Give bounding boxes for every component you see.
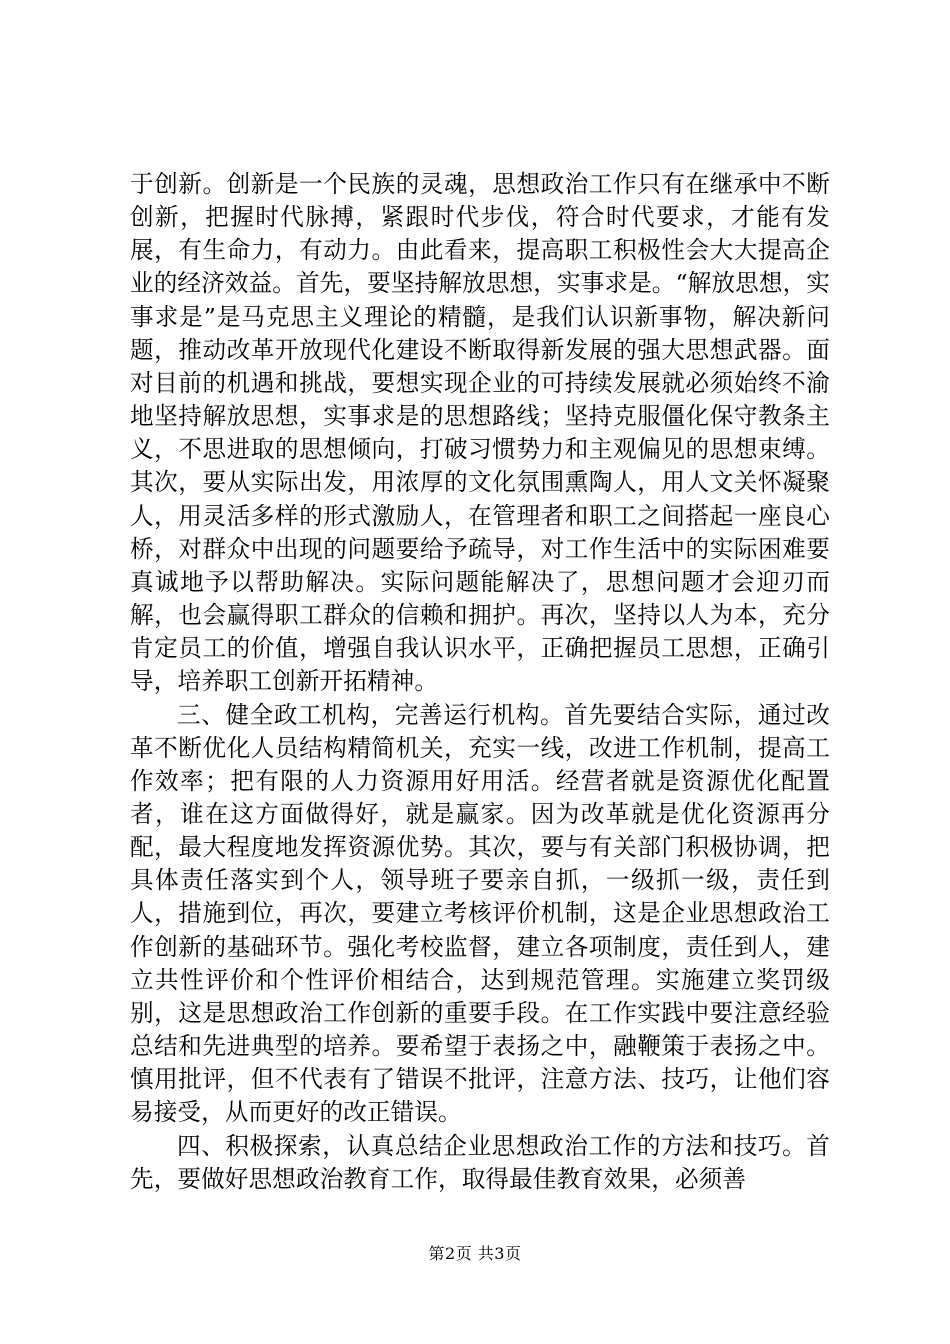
paragraph-section-three: 三、健全政工机构，完善运行机构。首先要结合实际，通过改革不断优化人员结构精简机关，充实一线，改进工作机制，提高工作效率；把有限的人力资源用好用活。经营者就是资源优化配置者，谁在这方面做得好，就是赢家。因为改革就是优化资源再分配，最大程度地发挥资源优势。其次，要与有关部门积极协调，把具体责任落实到个人，领导班子要亲自抓，一级抓一级，责任到人，措施到位，再次，要建立考核评价机制，这是企业思想政治工作创新的基础环节。强化考校监督，建立各项制度，责任到人，建立共性评价和个性评价相结合，达到规范管理。实施建立奖罚级别，这是思想政治工作创新的重要手段。在工作实践中要注意经验总结和先进典型的培养。要希望于表扬之中，融鞭策于表扬之中。慎用批评，但不代表有了错误不批评，注意方法、技巧，让他们容易接受，从而更好的改正错误。 — [130, 700, 830, 1127]
paragraph-section-four: 四、积极探索，认真总结企业思想政治工作的方法和技巧。首先，要做好思想政治教育工作，取得最佳教育效果，必须善 — [130, 1131, 830, 1193]
paragraph-continuation: 于创新。创新是一个民族的灵魂，思想政治工作只有在继承中不断创新，把握时代脉搏，紧跟时代步伐，符合时代要求，才能有发展，有生命力，有动力。由此看来，提高职工积极性会大大提高企业的经济效益。首先，要坚持解放思想，实事求是。“解放思想，实事求是”是马克思主义理论的精髓，是我们认识新事物，解决新问题，推动改革开放现代化建设不断取得新发展的强大思想武器。面对目前的机遇和挑战，要想实现企业的可持续发展就必须始终不渝地坚持解放思想，实事求是的思想路线；坚持克服僵化保守教条主义，不思进取的思想倾向，打破习惯势力和主观偏见的思想束缚。其次，要从实际出发，用浓厚的文化氛围熏陶人，用人文关怀凝聚人，用灵活多样的形式激励人，在管理者和职工之间搭起一座良心桥，对群众中出现的问题要给予疏导，对工作生活中的实际困难要真诚地予以帮助解决。实际问题能解决了，思想问题才会迎刃而解，也会赢得职工群众的信赖和拥护。再次，坚持以人为本，充分肯定员工的价值，增强自我认识水平，正确把握员工思想，正确引导，培养职工创新开拓精神。 — [130, 170, 830, 696]
document-body — [130, 168, 830, 1196]
page-footer: 第2页 共3页 — [428, 1244, 522, 1263]
